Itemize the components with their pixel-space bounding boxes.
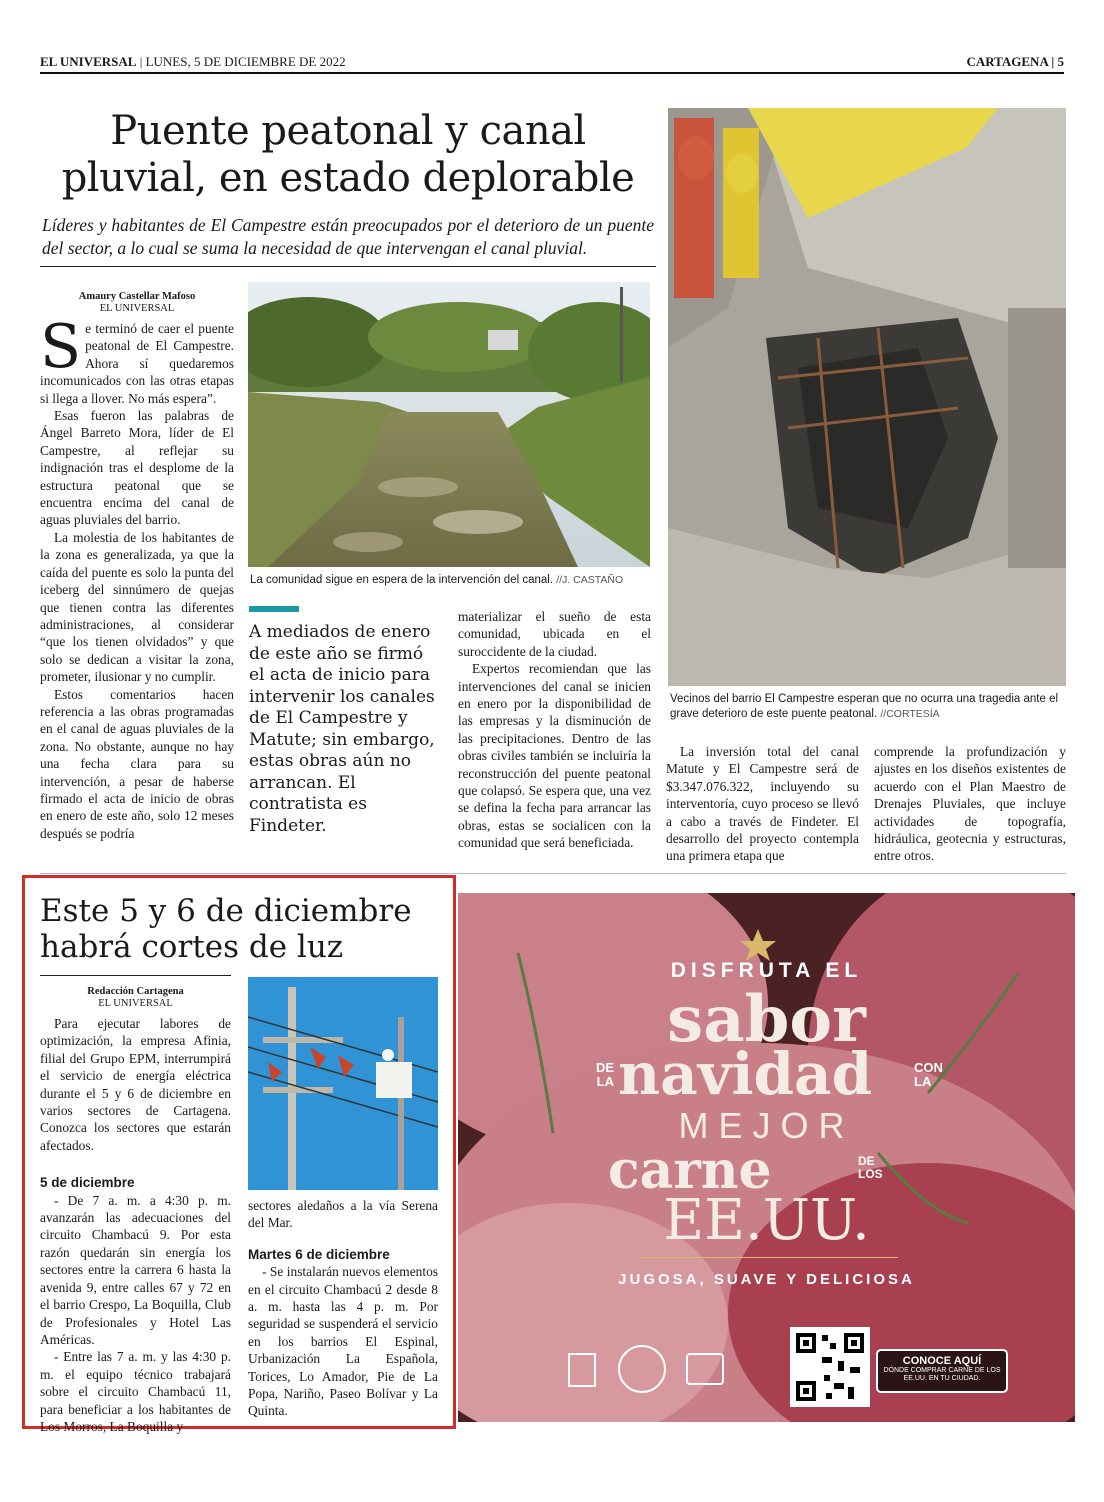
day1-heading: 5 de diciembre [40, 1175, 135, 1191]
pull-quote: A mediados de enero de este año se firmó el acta de inicio para intervenir los canales de El Campestre y Matute; sin embargo, estas obras aún no arrancan. El contratista es Findeter. [249, 622, 435, 836]
meat-advertisement [458, 893, 1075, 1422]
header-separator-2: | [1051, 54, 1055, 69]
byline [40, 986, 231, 1010]
header-right [966, 54, 1064, 70]
caption-text: La comunidad sigue en espera de la intervención del canal. [250, 574, 554, 586]
divider [40, 266, 656, 267]
paragraph: - De 7 a. m. a 4:30 p. m. avanzarán las adecuaciones del circuito Chambacú 9. Por esta razón quedarán sin energía los sectores entre la carrera 6 hasta la avenida 9, entre calles 67 y 72 en el barrio Crespo, La Boquilla, Club de Profesionales y Hotel Las Américas. [40, 1192, 231, 1347]
power-cut-column-2 [248, 1197, 438, 1420]
paragraph: Se terminó de caer el puente peatonal de El Campestre. Ahora sí quedaremos incomunicados con las otras etapas si llega a llover. No más espera”. [40, 312, 234, 406]
power-cut-column-1 [40, 1015, 231, 1435]
article-dek: Líderes y habitantes de El Campestre están preocupados por el deterioro de un puente del sector, a lo cual se suma la necesidad de que intervengan el canal pluvial. [42, 215, 654, 258]
paragraph: sectores aledaños a la vía Serena del Mar. [248, 1198, 438, 1231]
bridge-photo-caption [670, 692, 1066, 722]
article-column-1 [40, 312, 234, 842]
ad-line-5: carne [608, 1140, 772, 1201]
bridge-photo [668, 108, 1066, 686]
paragraph: Expertos recomiendan que las intervenciones del canal se inicien en enero por la disponibilidad de las empresas y la disminución de las precipitaciones. Dentro de las obras civiles también se incluiría la reconstrucción del puente peatonal que colapsó. Se espera que, una vez se defina la fecha para arrancar las obras, estas se socialicen con la comunidad que será beneficiada. [458, 661, 651, 851]
drop-cap: S [40, 312, 82, 382]
article-column-5 [874, 743, 1066, 865]
paragraph: - Entre las 7 a. m. y las 4:30 p. m. el equipo técnico trabajará sobre el circuito Chambacú 11, para beneficiar a los habitantes de Los Morros, La Boquilla y [40, 1349, 231, 1434]
ad-line-2: sabor [667, 982, 866, 1057]
ad-cta-sub: DÓNDE COMPRAR CARNE DE LOS EE.UU. EN TU CIUDAD. [883, 1367, 1001, 1382]
newspaper-name: EL UNIVERSAL [40, 54, 137, 69]
article-headline: Puente peatonal y canal pluvial, en estado deplorable [61, 108, 635, 201]
power-cut-headline: Este 5 y 6 de diciembre habrá cortes de luz [40, 893, 412, 965]
logo-icon-3 [686, 1353, 724, 1385]
pull-quote-bar [249, 606, 299, 612]
ad-small-con-la: CON LA [914, 1060, 943, 1089]
caption-text: Vecinos del barrio El Campestre esperan que no ocurra una tragedia ante el grave deterioro de este puente peatonal. [670, 693, 1059, 720]
qr-code[interactable] [790, 1327, 870, 1407]
paragraph: materializar el sueño de esta comunidad, ubicada en el suroccidente de la ciudad. [458, 609, 651, 659]
canal-photo [248, 282, 650, 567]
ad-line-3: navidad [618, 1040, 873, 1108]
ad-cta-title: CONOCE AQUÍ [902, 1355, 982, 1367]
ad-small-de-la: DE LA [595, 1060, 614, 1089]
ad-tagline: JUGOSA, SUAVE Y DELICIOSA [618, 1271, 915, 1288]
page-header [40, 52, 1064, 74]
photo-credit: //CORTESÍA [880, 708, 940, 720]
ad-small-de-los: DE LOS [858, 1154, 883, 1181]
byline-author: Amaury Castellar Mafoso [78, 291, 196, 302]
header-separator: | [139, 54, 143, 69]
bridge-photo-image [668, 108, 1066, 686]
logo-icon-1 [568, 1353, 596, 1387]
paragraph: Estos comentarios hacen referencia a las obras programadas en el canal de aguas pluviales de la zona. No obstante, aunque no hay una fecha clara para su intervención, a pesar de haberse firmado el acta de inicio de obras en enero de este año, solo 12 meses después se podría [40, 686, 234, 841]
section-name: CARTAGENA [966, 54, 1049, 69]
photo-credit: //J. CASTAÑO [556, 574, 624, 586]
page-number: 5 [1057, 54, 1064, 69]
header-left [40, 54, 346, 70]
paragraph: La inversión total del canal Matute y El Campestre será de $3.347.076.322, incluyendo su interventoría, cuyo proceso se llevó a cabo a través de Findeter. El desarrollo del proyecto contempla una primera etapa que [666, 744, 859, 864]
divider [40, 873, 1066, 874]
paragraph: comprende la profundización y ajustes en los diseños existentes de acuerdo con el Plan Maestro de Drenajes Pluviales, que incluye actividades de topografía, hidráulica, geotecnia y estructuras, entre otros. [874, 744, 1066, 864]
paragraph: - Se instalarán nuevos elementos en el circuito Chambacú 2 desde 8 a. m. hasta las 4 p. m. Por seguridad se suspenderá el servicio en los barrios El Espinal, Urbanización La Española, Torices, Lo Amador, Pie de La Popa, Nariño, Paseo Bolívar y La Quinta. [248, 1264, 438, 1419]
article-column-4 [666, 743, 859, 865]
paragraph: La molestia de los habitantes de la zona es generalizada, ya que la caída del puente es solo la punta del iceberg del sinnúmero de quejas que tienen contra las diferentes administraciones, al considerar “que los tienen olvidados” y que solo se dedican a visitar la zona, prometer, ilusionar y no cumplir. [40, 529, 234, 685]
byline-outlet: EL UNIVERSAL [98, 998, 173, 1009]
day2-heading: Martes 6 de diciembre [248, 1246, 390, 1262]
power-line-photo-image [248, 977, 438, 1190]
ad-line-1: DISFRUTA EL [670, 959, 863, 982]
paragraph: Esas fueron las palabras de Ángel Barreto Mora, líder de El Campestre, al reflejar su indignación tras el desplome de la estructura peatonal que se encuentra encima del canal de aguas pluviales del barrio. [40, 408, 234, 528]
header-date: LUNES, 5 DE DICIEMBRE DE 2022 [145, 54, 346, 69]
logo-icon-2 [618, 1345, 666, 1393]
divider [40, 975, 231, 976]
byline-outlet: EL UNIVERSAL [99, 303, 175, 314]
qr-code-icon [790, 1327, 870, 1407]
byline-author: Redacción Cartagena [87, 986, 184, 997]
canal-photo-caption [250, 573, 650, 588]
paragraph: Para ejecutar labores de optimización, la empresa Afinia, filial del Grupo EPM, interrumpirá el servicio de energía eléctrica durante el 5 y 6 de diciembre en varios sectores de Cartagena. Conozca los sectores que estarán afectados. [40, 1016, 231, 1153]
article-column-3 [458, 608, 651, 852]
ad-line-4: MEJOR [678, 1105, 855, 1146]
ad-cta-button[interactable] [876, 1349, 1008, 1393]
ad-ornament-line [638, 1257, 898, 1258]
ad-line-6: EE.UU. [663, 1188, 870, 1253]
canal-photo-image [248, 282, 650, 567]
power-line-photo [248, 977, 438, 1190]
